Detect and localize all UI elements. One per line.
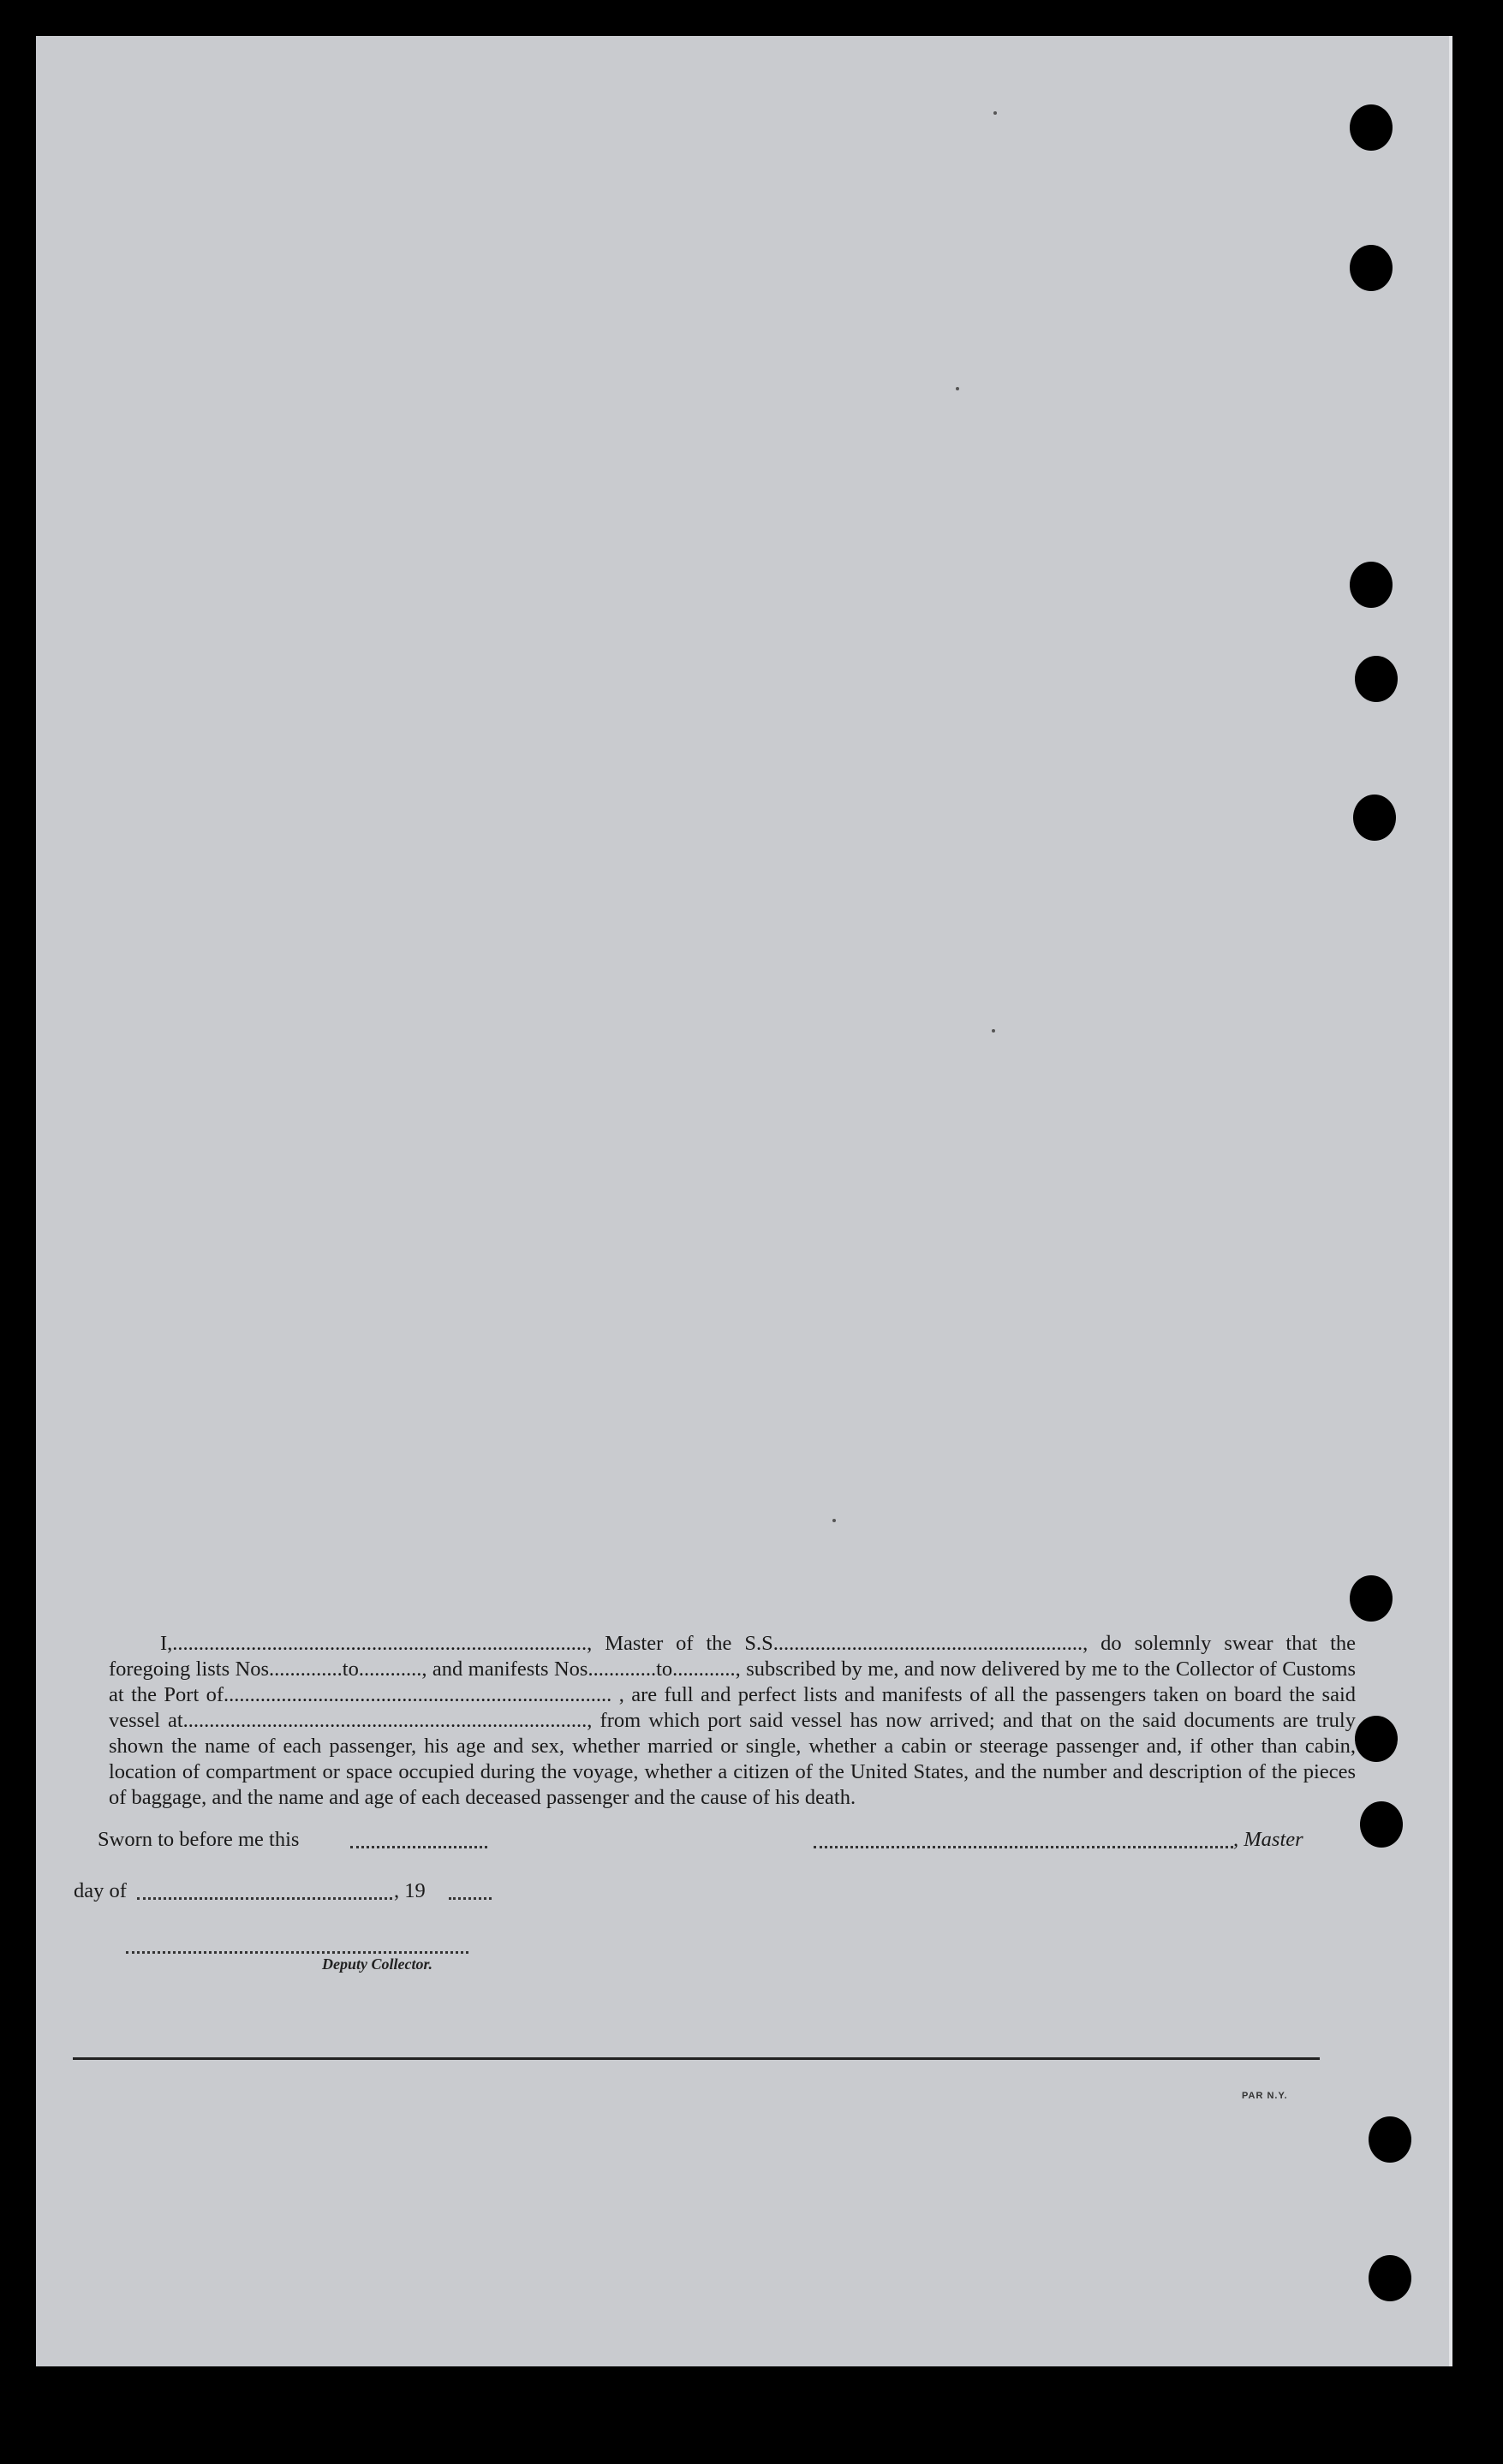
punch-hole (1353, 795, 1396, 841)
day-of-label: day of (74, 1879, 127, 1902)
punch-hole (1360, 1801, 1403, 1848)
master-signature-blank (814, 1846, 1233, 1848)
speck (956, 387, 959, 390)
deputy-signature-blank (126, 1951, 468, 1954)
year-blank (449, 1897, 492, 1900)
speck (832, 1519, 836, 1522)
master-label: , Master (1233, 1828, 1303, 1851)
punch-hole (1369, 2116, 1411, 2163)
punch-hole (1350, 562, 1393, 608)
manifest-page (36, 36, 1452, 2366)
punch-hole (1350, 245, 1393, 291)
day-of-blank (137, 1897, 392, 1900)
speck (993, 111, 997, 115)
speck (992, 1029, 995, 1033)
deputy-collector-label: Deputy Collector. (322, 1955, 432, 1973)
punch-hole (1369, 2255, 1411, 2301)
punch-hole (1355, 656, 1398, 702)
punch-hole (1350, 1575, 1393, 1622)
punch-hole (1350, 104, 1393, 151)
divider-rule (73, 2057, 1320, 2060)
sworn-label: Sworn to before me this (98, 1828, 300, 1851)
oath-paragraph: I,..............................................................................., Master of the S.S..........................................................., do solemnly swear that the foregoing lists Nos..............to............, and manifests Nos.............to............, subscribed by me, and now delivered by me to the Collector of Customs at the Port of.......................................................................... , are full and perfect lists and manifests of all the passengers taken on board the said vessel at............................................................................., from which port said vessel has now arrived; and that on the said documents are truly shown the name of each passenger, his age and sex, whether married or single, whether a cabin or steerage passenger and, if other than cabin, location of compartment or space occupied during the voyage, whether a citizen of the United States, and the number and description of the pieces of baggage, and the name and age of each deceased passenger and the cause of his death. (109, 1632, 1356, 1809)
sworn-date-blank (350, 1846, 487, 1848)
printer-imprint: PAR N.Y. (1242, 2091, 1288, 2101)
punch-hole (1355, 1716, 1398, 1762)
year-label: , 19 (394, 1879, 426, 1902)
